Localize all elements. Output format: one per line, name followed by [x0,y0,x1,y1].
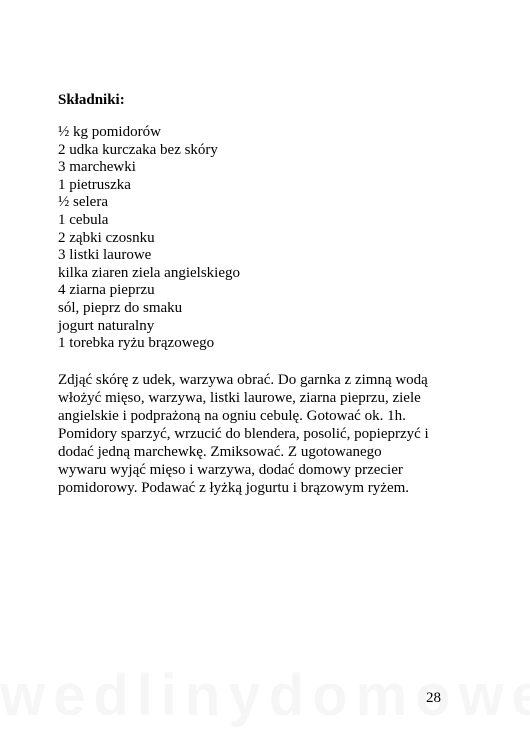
ingredient-item: ½ kg pomidorów [58,124,161,140]
ingredient-item: sól, pieprz do smaku [58,299,183,316]
instructions-line: Pomidory sparzyć, wrzucić do blendera, posolić, popieprzyć i [58,426,429,442]
ingredients-heading: Składniki: [58,92,125,108]
ingredient-item: 2 ząbki czosnku [58,229,155,246]
instructions-line: Zdjąć skórę z udek, warzywa obrać. Do garnka z zimną wodą [58,372,428,388]
page-number: 28 [426,690,441,706]
ingredient-item: jogurt naturalny [58,317,155,334]
instructions-line: wywaru wyjąć mięso i warzywa, dodać domowy przecier [58,462,403,478]
ingredient-item: 1 pietruszka [58,176,131,193]
instructions-paragraph [58,371,458,497]
instructions-line: pomidorowy. Podawać z łyżką jogurtu i brązowym ryżem. [58,480,410,496]
ingredient-item: 3 marchewki [58,159,136,176]
ingredient-item: kilka ziaren ziela angielskiego [58,264,240,281]
instructions-line: włożyć mięso, warzywa, listki laurowe, ziarna pieprzu, ziele [58,390,421,406]
ingredient-item: 3 listki laurowe [58,247,152,264]
instructions-line: angielskie i podprażoną na ogniu cebulę. Gotować ok. 1h. [58,408,406,424]
ingredient-item: 1 cebula [58,211,109,228]
ingredient-item: 1 torebka ryżu brązowego [58,335,215,352]
ingredient-item: 2 udka kurczaka bez skóry [58,141,218,158]
ingredients-list [58,124,240,353]
ingredient-item: 4 ziarna pieprzu [58,282,155,299]
instructions-line: dodać jedną marchewkę. Zmiksować. Z ugotowanego [58,444,382,460]
watermark [0,662,530,729]
ingredient-item: ½ selera [58,194,108,211]
